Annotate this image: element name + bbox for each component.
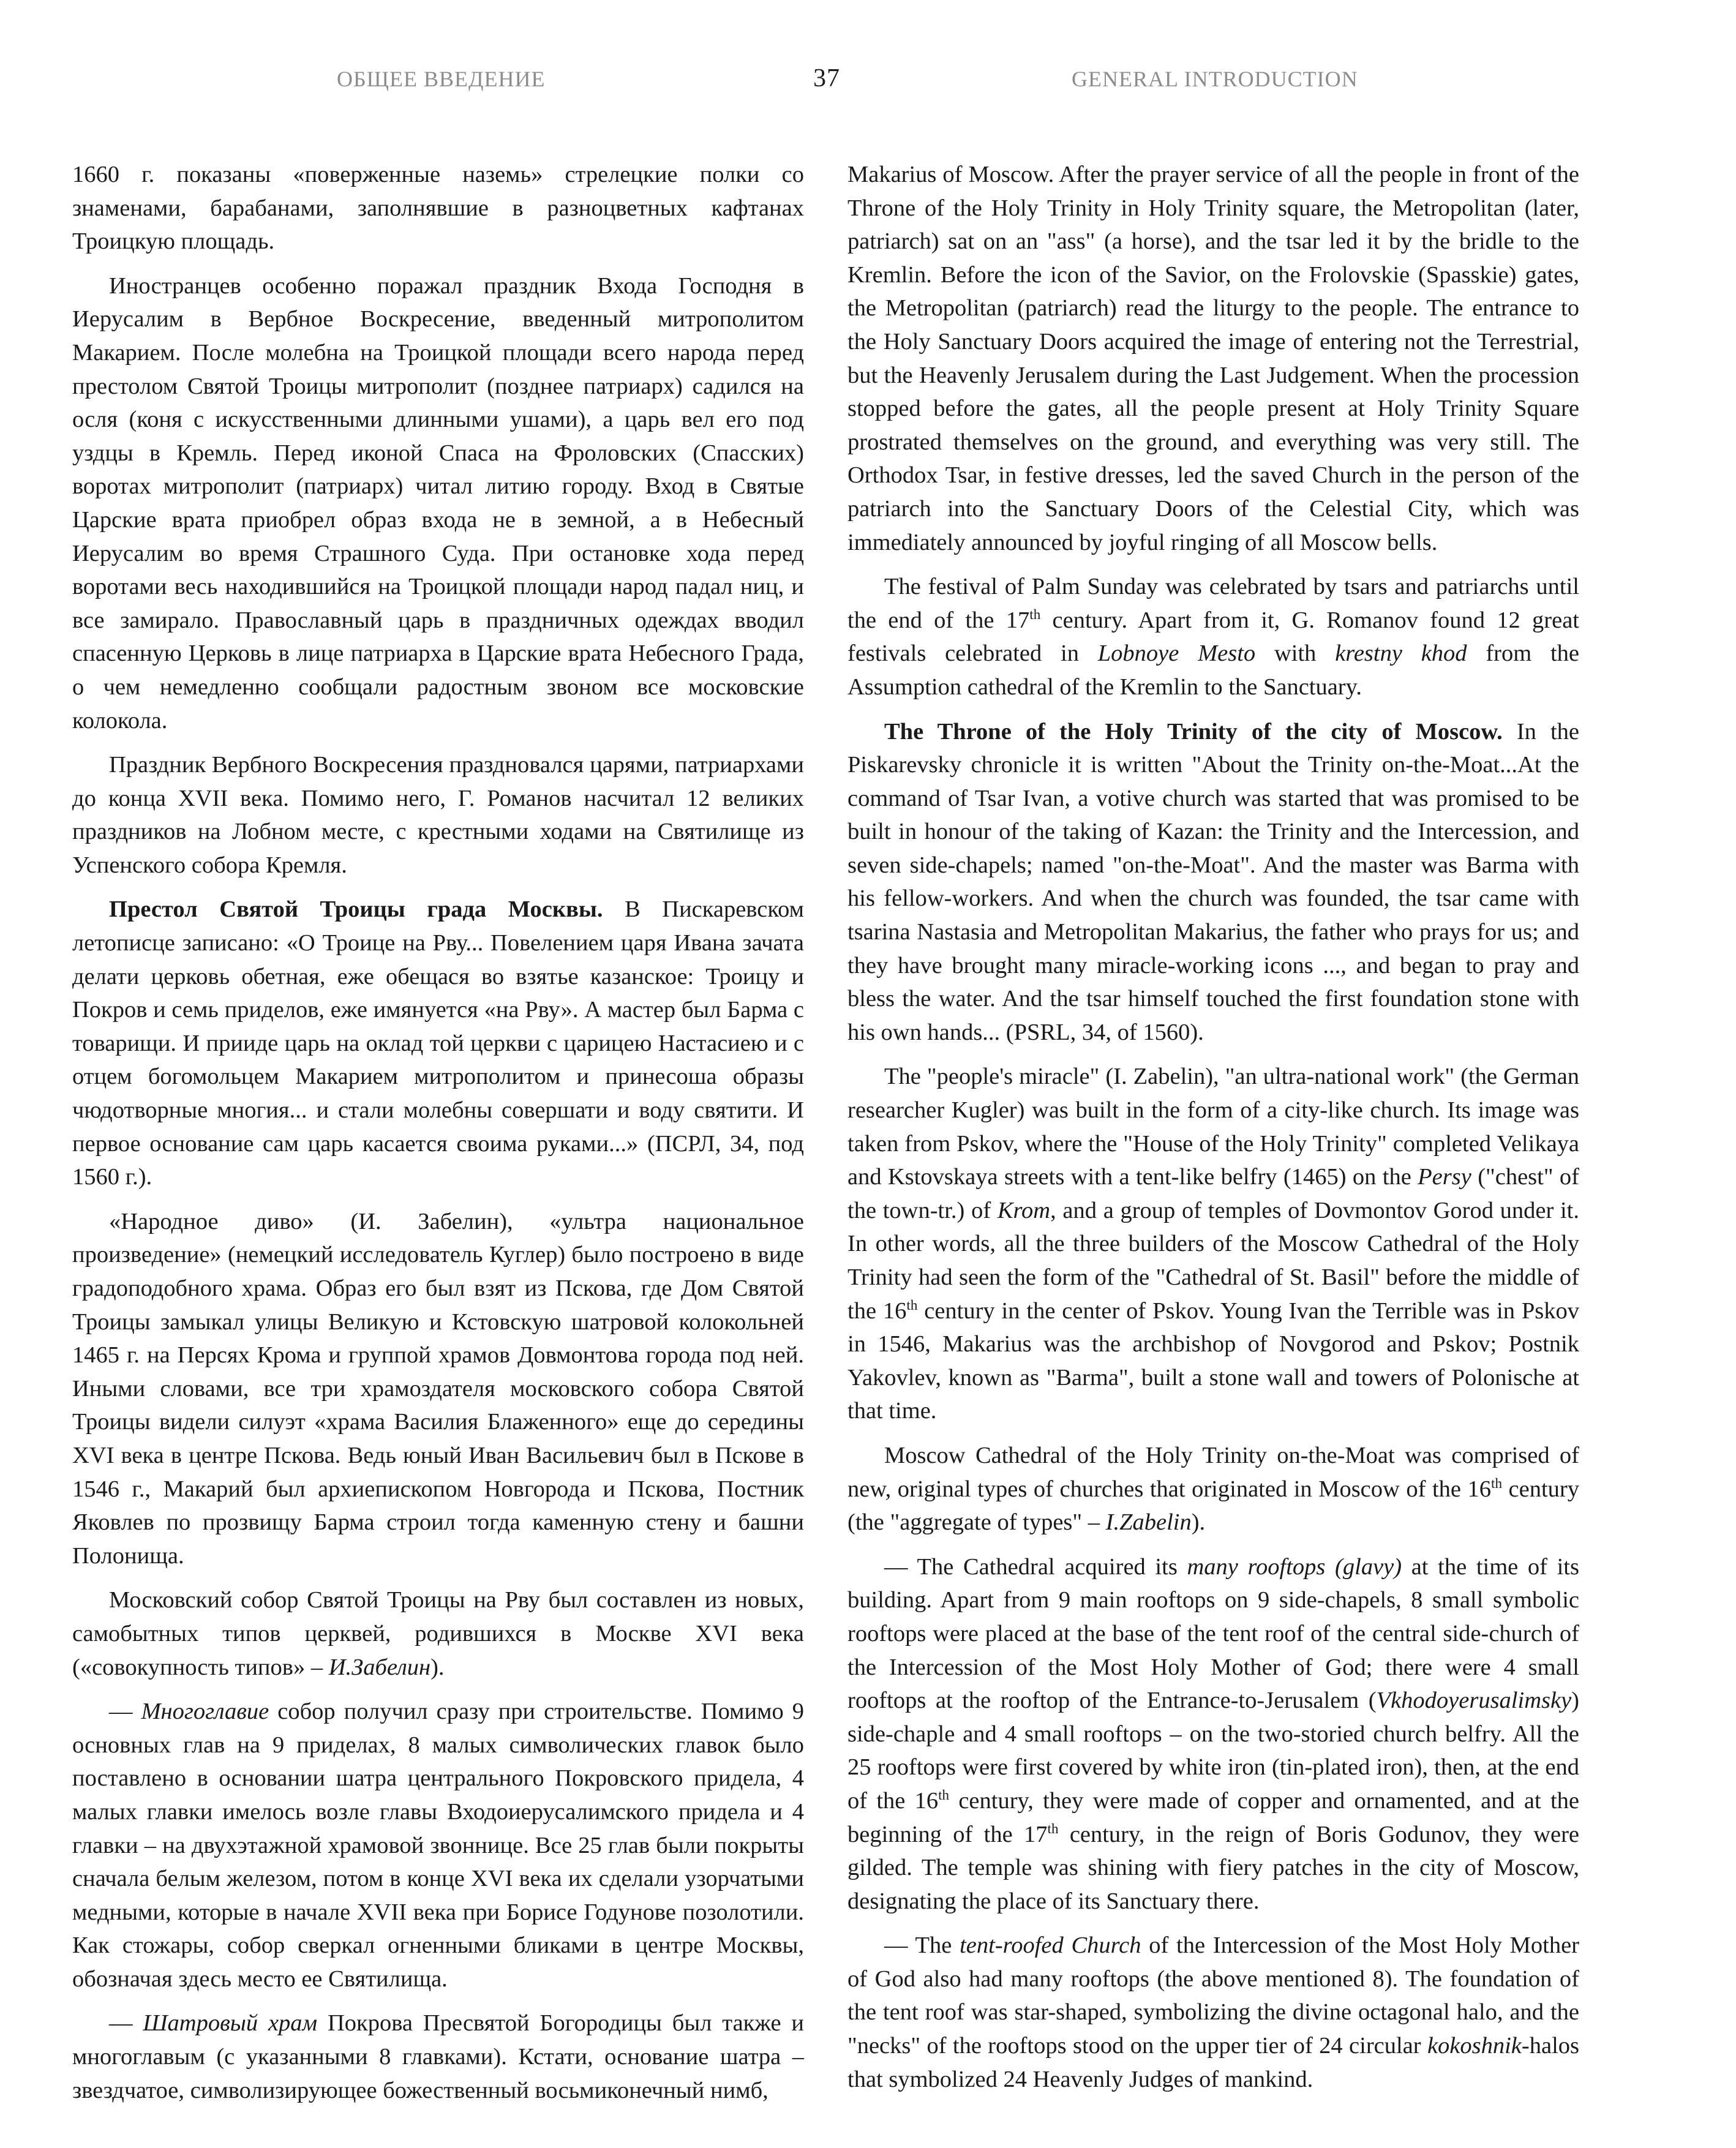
en-p2-text-d: from the Assumption cathedral of the Kremlin to the Sanctuary.	[847, 640, 1579, 700]
en-paragraph-7	[847, 1929, 1579, 2096]
russian-column	[72, 158, 804, 2118]
en-p4-italic-1: Persy	[1418, 1164, 1471, 1190]
en-p2-text-c: with	[1255, 640, 1336, 667]
en-paragraph-5	[847, 1439, 1579, 1539]
en-p6-text-a: — The Cathedral acquired its	[884, 1553, 1187, 1580]
en-p2-italic-1: Lobnoye Mesto	[1097, 640, 1256, 667]
page-number: 37	[813, 64, 840, 92]
en-p6-text-e: century, in the reign of Boris Godunov, they were gilded. The temple was shining with fiery patches in the city of Moscow, designating the place of its Sanctuary there.	[847, 1821, 1579, 1914]
ru-paragraph-7	[72, 1695, 804, 1996]
en-paragraph-6	[847, 1550, 1579, 1918]
en-p6-italic-2: Vkhodoyerusalimsky	[1376, 1688, 1572, 1714]
en-p2-sup: th	[1029, 606, 1041, 622]
en-p7-text-c: -halos that symbolized 24 Heavenly Judges of mankind.	[847, 2033, 1579, 2092]
en-p6-text-b: at the time of its building. Apart from 9 main rooftops on 9 side-chapels, 8 small symbolic rooftops were placed at the base of the tent roof of the central side-church of the Intercession of the Most Holy Mother of God; there were 4 small rooftops at the rooftop of the Entrance-to-Jerusalem (	[847, 1553, 1579, 1714]
running-head	[0, 66, 1736, 103]
en-p6-sup-1: th	[938, 1787, 950, 1803]
en-p2-text-a: The festival of Palm Sunday was celebrated by tsars and patriarchs until the end of the 17	[847, 574, 1579, 633]
en-p4-text-c: , and a group of temples of Dovmontov Gorod under it. In other words, all the three builders of the Moscow Cathedral of the Holy Trinity had seen the form of the "Cathedral of St. Basil" before the middle of the 16	[847, 1197, 1579, 1324]
en-paragraph-2	[847, 570, 1579, 704]
en-p5-text-b: century (the "aggregate of types" –	[847, 1476, 1579, 1536]
ru-p7-text: собор получил сразу при строительстве. Помимо 9 основных глав на 9 приделах, 8 малых символических главок было поставлено в основании шатра центрального Покровского придела, 4 малых главки имелось возле главы Входоиерусалимского придела и 4 главки – на двухэтажной храмовой звоннице. Все 25 глав были покрыты сначала белым железом, потом в конце XVI века их сделали узорчатыми медными, которые в начале XVII века при Борисе Годунове позолотили. Как стожары, собор сверкал огненными бликами в центре Москвы, обозначая здесь место ее Святилища.	[72, 1699, 804, 1992]
en-p7-text-a: — The	[884, 1932, 960, 1959]
en-p2-italic-2: krestny khod	[1335, 640, 1467, 667]
en-p6-sup-2: th	[1047, 1820, 1059, 1836]
ru-p8-italic: Шатровый храм	[143, 2010, 318, 2037]
ru-section-heading: Престол Святой Троицы града Москвы.	[109, 896, 603, 923]
en-p4-italic-2: Krom	[997, 1197, 1051, 1223]
en-paragraph-4	[847, 1060, 1579, 1428]
ru-paragraph-8	[72, 2007, 804, 2107]
en-p7-italic-2: kokoshnik	[1427, 2033, 1522, 2059]
en-p4-text-d: century in the center of Pskov. Young Ivan the Terrible was in Pskov in 1546, Makarius was the archbishop of Novgorod and Pskov; Postnik Yakovlev, known as "Barma", built a stone wall and towers of Polonische at that time.	[847, 1297, 1579, 1424]
en-paragraph-1: Makarius of Moscow. After the prayer service of all the people in front of the Throne of the Holy Trinity in Holy Trinity square, the Metropolitan (later, patriarch) sat on an "ass" (a horse), and the tsar led it by the bridle to the Kremlin. Before the icon of the Savior, on the Frolovskie (Spasskie) gates, the Metropolitan (patriarch) read the liturgy to the people. The entrance to the Holy Sanctuary Doors acquired the image of entering not the Terrestrial, but the Heavenly Jerusalem during the Last Judgement. When the procession stopped before the gates, all the people present at Holy Trinity Square prostrated themselves on the ground, and everything was very still. The Orthodox Tsar, in festive dresses, led the saved Church in the person of the patriarch into the Sanctuary Doors of the Celestial City, which was immediately announced by joyful ringing of all Moscow bells.	[847, 162, 1579, 555]
en-p6-text-c: ) side-chaple and 4 small rooftops – on the two-storied church belfry. All the 25 rooftops were first covered by white iron (tin-plated iron), then, at the end of the 16	[847, 1688, 1579, 1814]
running-head-russian: ОБЩЕЕ ВВЕДЕНИЕ	[337, 67, 546, 91]
en-p5-italic: I.Zabelin	[1105, 1509, 1192, 1536]
en-p7-text-b: of the Intercession of the Most Holy Mother of God also had many rooftops (the above mentioned 8). The foundation of the tent roof was star-shaped, symbolizing the divine octagonal halo, and the "necks" of the rooftops stood on the upper tier of 24 circular	[847, 1932, 1579, 2059]
ru-p7-dash: —	[109, 1699, 141, 1725]
ru-paragraph-5: «Народное диво» (И. Забелин), «ультра национальное произведение» (немецкий исследователь Куглер) было построено в виде градоподобного храма. Образ его был взят из Пскова, где Дом Святой Троицы замыкал улицы Великую и Кстовскую шатровой колокольней 1465 г. на Персях Крома и группой храмов Довмонтова города под ней. Иными словами, все три храмоздателя московского собора Святой Троицы видели силуэт «храма Василия Блаженного» еще до середины XVI века в центре Пскова. Ведь юный Иван Васильевич был в Пскове в 1546 г., Макарий был архиепископом Новгорода и Пскова, Постник Яковлев по прозвищу Барма строил тогда каменную стену и башни Полонища.	[72, 1208, 804, 1569]
en-paragraph-3	[847, 715, 1579, 1050]
ru-p6-text-a: Московский собор Святой Троицы на Рву был составлен из новых, самобытных типов церквей, родившихся в Москве XVI века («совокупность типов» –	[72, 1587, 804, 1680]
en-p2-text-b: century. Apart from it, G. Romanov found 12 great festivals celebrated in	[847, 607, 1579, 667]
ru-p8-dash: —	[109, 2010, 143, 2037]
en-p5-sup: th	[1491, 1474, 1503, 1491]
running-head-english: GENERAL INTRODUCTION	[1072, 67, 1358, 91]
en-p5-text-c: ).	[1191, 1509, 1206, 1536]
ru-paragraph-4-text: В Пискаревском летописце записано: «О Троице на Рву... Повелением царя Ивана зачата делати церковь обетная, еже обещася во взятье казанское: Троицу и Покров и семь приделов, еже имянуется «на Рву». А мастер был Барма с товарищи. И прииде царь на оклад той церкви с царицею Настасиею и с отцем богомольцем Макарием митрополитом и принесоша образы чюдотворные многия... и стали молебны совершати и воду святити. И первое основание сам царь касается своима руками...» (ПСРЛ, 34, под 1560 г.).	[72, 896, 804, 1190]
en-paragraph-3-text: In the Piskarevsky chronicle it is written "About the Trinity on-the-Moat...At the command of Tsar Ivan, a votive church was started that was promised to be built in honour of the taking of Kazan: the Trinity and the Intercession, and seven side-chapels; named "on-the-Moat". And the master was Barma with his fellow-workers. And when the church was founded, the tsar came with tsarina Nastasia and Metropolitan Makarius, the father who prays for us; and they have brought many miracle-working icons ..., and began to pray and bless the water. And the tsar himself touched the first foundation stone with his own hands... (PSRL, 34, of 1560).	[847, 718, 1580, 1045]
en-p4-text-b: ("chest" of the town-tr.) of	[847, 1164, 1579, 1223]
en-section-heading: The Throne of the Holy Trinity of the city of Moscow.	[884, 718, 1503, 745]
en-p4-text-a: The "people's miracle" (I. Zabelin), "an ultra-national work" (the German researcher Kugler) was built in the form of a city-like church. Its image was taken from Pskov, where the "House of the Holy Trinity" completed Velikaya and Kstovskaya streets with a tent-like belfry (1465) on the	[847, 1064, 1579, 1190]
ru-p7-italic: Многоглавие	[141, 1699, 269, 1725]
en-p5-text-a: Moscow Cathedral of the Holy Trinity on-the-Moat was comprised of new, original types of churches that originated in Moscow of the 16	[847, 1442, 1579, 1502]
ru-paragraph-2: Иностранцев особенно поражал праздник Входа Господня в Иерусалим в Вербное Воскресение, введенный митрополитом Макарием. После молебна на Троицкой площади всего народа перед престолом Святой Троицы митрополит (позднее патриарх) садился на осля (коня с искусственными длинными ушами), а царь вел его под уздцы в Кремль. Перед иконой Спаса на Фроловских (Спасских) воротах митрополит (патриарх) читал литию городу. Вход в Святые Царские врата приобрел образ входа не в земной, а в Небесный Иерусалим во время Страшного Суда. При остановке хода перед воротами весь находившийся на Троицкой площади народ падал ниц, и все замирало. Православный царь в праздничных одеждах вводил спасенную Церковь в лице патриарха в Царские врата Небесного Града, о чем немедленно сообщали радостным звоном все московские колокола.	[72, 272, 804, 734]
ru-p6-italic: И.Забелин	[328, 1654, 431, 1680]
en-p7-italic-1: tent-roofed Church	[960, 1932, 1141, 1959]
ru-paragraph-1: 1660 г. показаны «поверженные наземь» стрелецкие полки со знаменами, барабанами, заполнявшие в разноцветных кафтанах Троицкую площадь.	[72, 162, 804, 255]
ru-p8-text: Покрова Пресвятой Богородицы был также и многоглавым (с указанными 8 главками). Кстати, основание шатра – звездчатое, символизирующее божественный восьмиконечный нимб,	[72, 2010, 805, 2103]
en-p6-text-d: century, they were made of copper and ornamented, and at the beginning of the 17	[847, 1787, 1579, 1847]
en-p6-italic-1: many rooftops (glavy)	[1187, 1553, 1402, 1580]
english-column	[847, 158, 1579, 2107]
ru-paragraph-4	[72, 893, 804, 1193]
ru-paragraph-3: Праздник Вербного Воскресения праздновался царями, патриархами до конца XVII века. Помимо него, Г. Романов насчитал 12 великих праздников на Лобном месте, с крестными ходами на Святилище из Успенского собора Кремля.	[72, 752, 804, 878]
ru-paragraph-6	[72, 1583, 804, 1684]
en-p4-sup: th	[906, 1296, 918, 1313]
ru-p6-text-b: ).	[430, 1654, 445, 1680]
